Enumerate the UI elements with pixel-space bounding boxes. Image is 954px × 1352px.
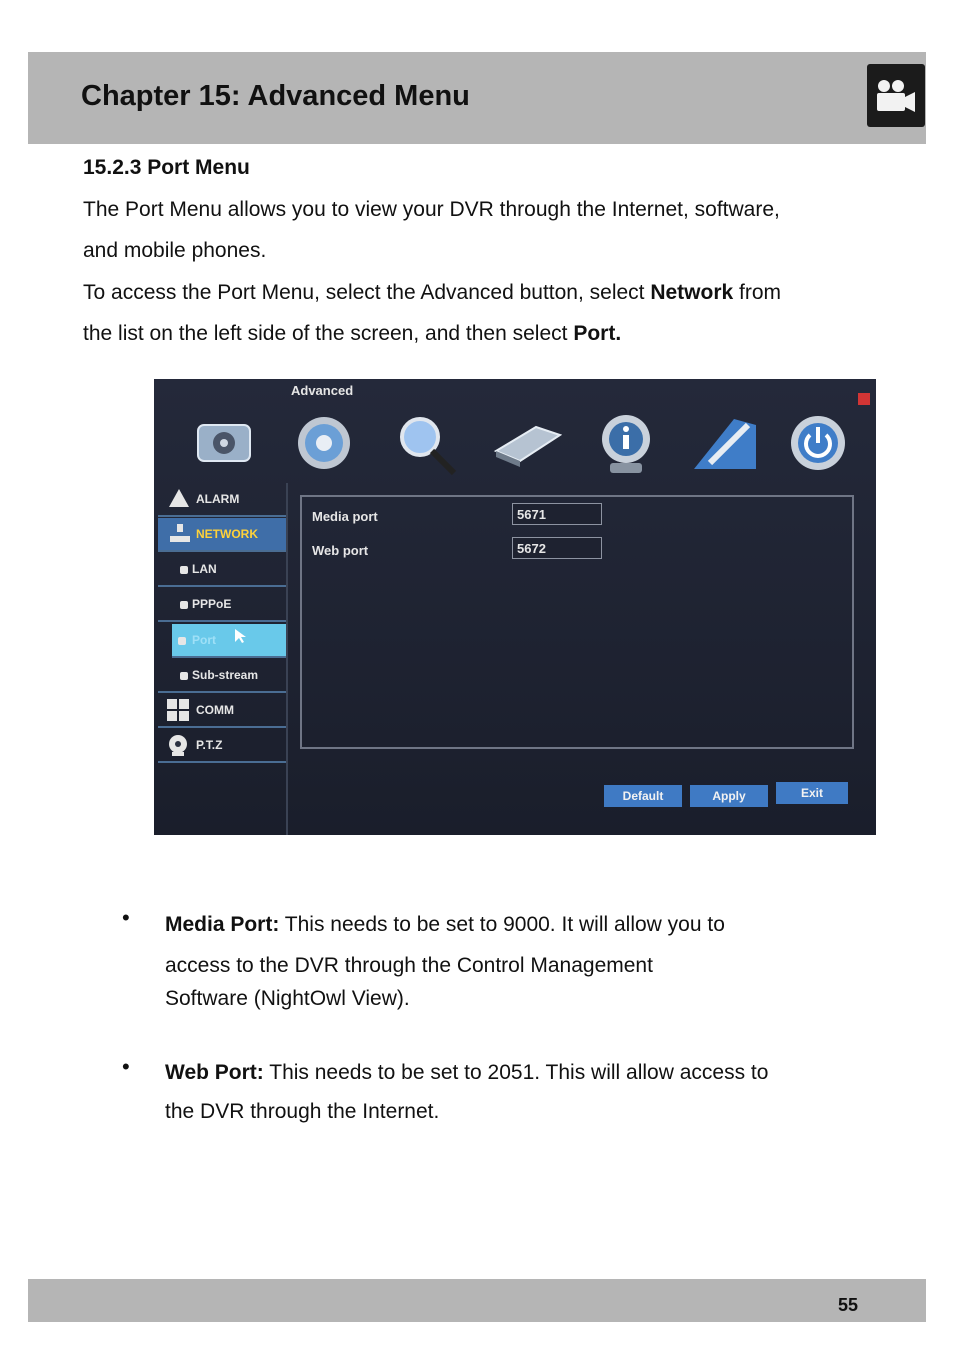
apply-button[interactable]: Apply	[690, 785, 768, 807]
media-port-label: Media port	[312, 509, 378, 524]
bullet-text-line: This needs to be set to 9000. It will allow you to	[279, 913, 725, 936]
intro-paragraph	[83, 189, 883, 271]
sidebar-item-network[interactable]	[158, 518, 286, 552]
bullet-dot-icon	[180, 566, 188, 574]
video-camera-icon	[867, 64, 925, 127]
page-number: 55	[838, 1295, 859, 1315]
settings-gear-icon[interactable]	[292, 413, 356, 473]
web-port-bold: Web Port:	[165, 1061, 264, 1084]
dvr-advanced-screen	[154, 379, 876, 835]
sidebar-item-label: P.T.Z	[196, 738, 223, 752]
sidebar-item-alarm[interactable]	[158, 483, 286, 517]
system-gear-icon[interactable]	[194, 413, 254, 473]
intro-line-2: and mobile phones.	[83, 239, 267, 262]
sidebar-item-label: ALARM	[196, 492, 240, 506]
bullet-text-line: the DVR through the Internet.	[165, 1100, 440, 1123]
chapter-title: Chapter 15: Advanced Menu	[81, 80, 470, 112]
close-icon[interactable]	[858, 393, 870, 405]
sidebar-item-label: NETWORK	[196, 527, 258, 541]
info-icon[interactable]	[596, 413, 656, 475]
bullet-marker: •	[122, 1054, 130, 1079]
sidebar-item-lan[interactable]	[158, 553, 286, 587]
hdd-icon[interactable]	[490, 413, 562, 473]
bullet-dot-icon	[180, 601, 188, 609]
tools-icon[interactable]	[690, 413, 760, 475]
bullet-marker: •	[122, 905, 130, 930]
section-title: 15.2.3 Port Menu	[83, 156, 250, 179]
sidebar-item-comm[interactable]	[158, 694, 286, 728]
sidebar-divider	[286, 483, 288, 835]
sidebar-item-label: Sub-stream	[192, 668, 259, 682]
media-port-bold: Media Port:	[165, 913, 280, 936]
bullet-text-line: access to the DVR through the Control Management	[165, 954, 653, 977]
access-paragraph	[83, 272, 883, 354]
intro-line-1: The Port Menu allows you to view your DVR through the Internet, software,	[83, 198, 780, 221]
access-text: To access the Port Menu, select the Advanced button, select	[83, 281, 651, 304]
sidebar-item-port[interactable]	[172, 624, 286, 658]
ptz-icon	[166, 733, 190, 757]
comm-icon	[166, 698, 190, 722]
bullet-text-line: Software (NightOwl View).	[165, 987, 410, 1010]
search-magnifier-icon[interactable]	[394, 413, 458, 477]
sidebar-item-label: COMM	[196, 703, 234, 717]
sidebar-item-sub-stream[interactable]	[158, 659, 286, 693]
web-port-label: Web port	[312, 543, 369, 558]
sidebar-item-pppoe[interactable]	[158, 588, 286, 622]
sidebar-item-ptz[interactable]	[158, 729, 286, 763]
port-settings-panel	[300, 495, 854, 749]
dvr-toolbar	[184, 413, 854, 481]
bullet-dot-icon	[180, 672, 188, 680]
default-button[interactable]: Default	[604, 785, 682, 807]
bullet-text-line: This needs to be set to 2051. This will allow access to	[263, 1061, 769, 1084]
network-icon	[168, 522, 192, 544]
web-port-bullet	[165, 1053, 865, 1131]
network-bold: Network	[650, 281, 734, 304]
sidebar-item-label: PPPoE	[192, 597, 232, 611]
exit-button[interactable]: Exit	[776, 782, 848, 804]
alarm-icon	[168, 487, 190, 509]
media-port-bullet	[165, 904, 865, 1027]
access-text-2: the list on the left side of the screen, and then select	[83, 322, 574, 345]
media-port-input[interactable]: 5671	[512, 503, 602, 525]
footer-bar	[28, 1279, 926, 1322]
sidebar-item-label: LAN	[192, 562, 217, 576]
port-bold: Port.	[573, 322, 622, 345]
dvr-window-title: Advanced	[291, 383, 354, 398]
dvr-sidebar	[158, 483, 286, 823]
access-text-mid: from	[733, 281, 782, 304]
power-icon[interactable]	[788, 413, 848, 473]
bullet-dot-icon	[178, 637, 186, 645]
mouse-cursor-icon	[234, 628, 246, 644]
web-port-input[interactable]: 5672	[512, 537, 602, 559]
sidebar-item-label: Port	[192, 633, 216, 647]
